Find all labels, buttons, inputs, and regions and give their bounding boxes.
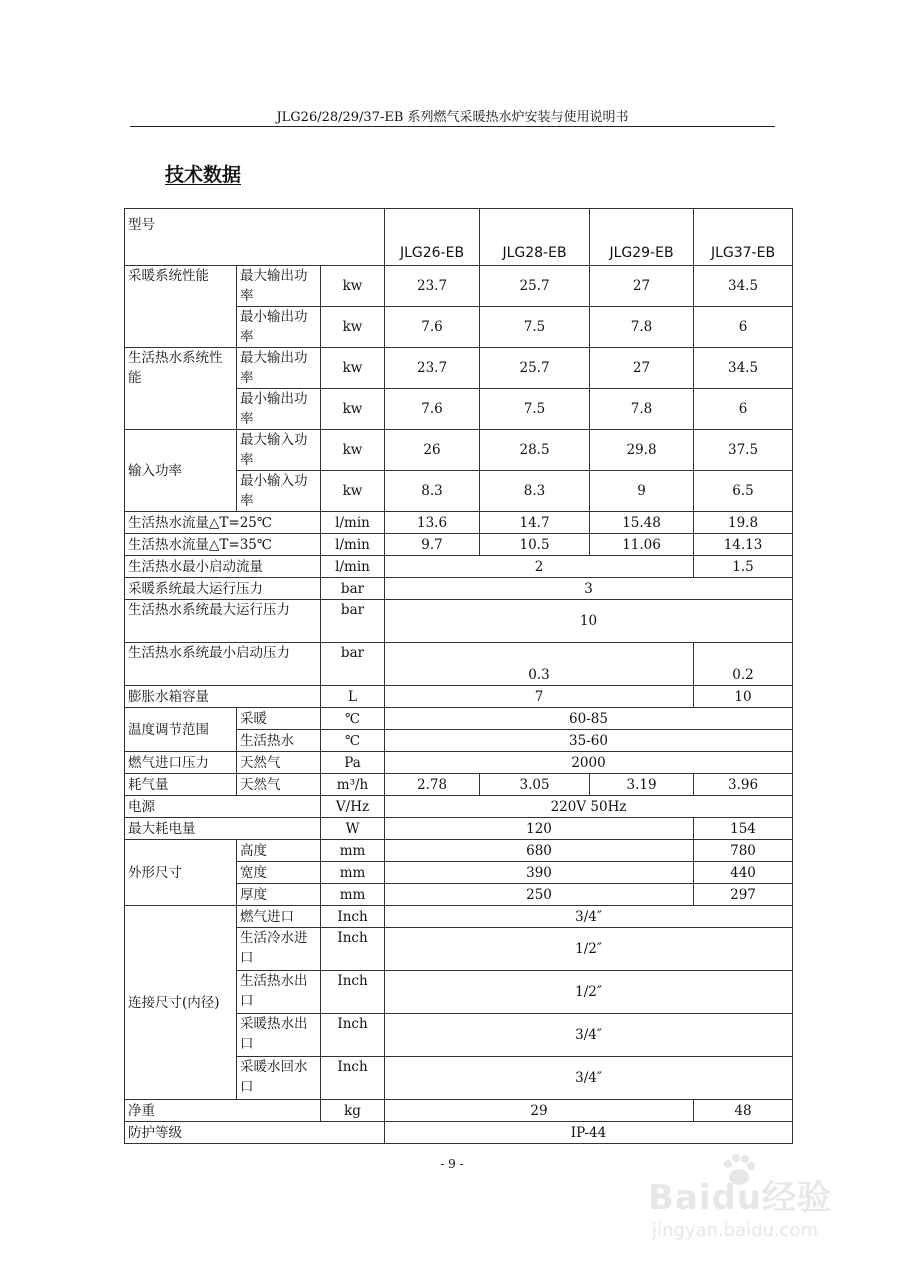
unit: kw bbox=[321, 389, 385, 430]
value-cell: 3/4″ bbox=[385, 1014, 793, 1057]
unit: mm bbox=[321, 884, 385, 906]
row-label: 燃气进口压力 bbox=[125, 752, 237, 774]
value-cell: 2.78 bbox=[385, 774, 480, 796]
dhw-performance-label: 生活热水系统性能 bbox=[125, 348, 237, 430]
value-cell: 3/4″ bbox=[385, 1057, 793, 1100]
connections-label: 连接尺寸(内径) bbox=[125, 906, 237, 1100]
value-cell: 6.5 bbox=[694, 471, 793, 512]
unit: mm bbox=[321, 840, 385, 862]
row-label: 最大输出功率 bbox=[237, 266, 321, 307]
table-row bbox=[125, 708, 793, 730]
value-cell: 14.7 bbox=[480, 512, 590, 534]
value-cell: 250 bbox=[385, 884, 694, 906]
value-cell: 8.3 bbox=[385, 471, 480, 512]
row-label: 生活热水出口 bbox=[237, 971, 321, 1014]
value-cell: 23.7 bbox=[385, 266, 480, 307]
header-rule bbox=[130, 126, 775, 127]
unit: ℃ bbox=[321, 730, 385, 752]
row-label: 采暖热水出口 bbox=[237, 1014, 321, 1057]
value-cell: IP-44 bbox=[385, 1122, 793, 1144]
value-cell: 680 bbox=[385, 840, 694, 862]
value-cell: 1/2″ bbox=[385, 928, 793, 971]
unit: ℃ bbox=[321, 708, 385, 730]
unit: kw bbox=[321, 471, 385, 512]
table-row bbox=[125, 906, 793, 928]
row-label: 高度 bbox=[237, 840, 321, 862]
unit: kg bbox=[321, 1100, 385, 1122]
row-label: 防护等级 bbox=[125, 1122, 385, 1144]
value-cell: 26 bbox=[385, 430, 480, 471]
row-label: 最小输出功率 bbox=[237, 389, 321, 430]
row-label: 最小输出功率 bbox=[237, 307, 321, 348]
value-cell: 34.5 bbox=[694, 266, 793, 307]
value-cell: 8.3 bbox=[480, 471, 590, 512]
baidu-watermark bbox=[640, 1150, 860, 1270]
value-cell: 7 bbox=[385, 686, 694, 708]
row-label: 天然气 bbox=[237, 774, 321, 796]
value-cell: 0.3 bbox=[385, 643, 694, 686]
value-cell: 3.19 bbox=[590, 774, 694, 796]
table-row bbox=[125, 818, 793, 840]
value-cell: 27 bbox=[590, 266, 694, 307]
table-row bbox=[125, 1100, 793, 1122]
value-cell: 120 bbox=[385, 818, 694, 840]
row-label: 采暖系统最大运行压力 bbox=[125, 578, 321, 600]
row-label: 生活热水最小启动流量 bbox=[125, 556, 321, 578]
table-row bbox=[125, 1122, 793, 1144]
table-row bbox=[125, 686, 793, 708]
spec-table bbox=[124, 208, 793, 1144]
value-cell: 27 bbox=[590, 348, 694, 389]
value-cell: 1.5 bbox=[694, 556, 793, 578]
unit: Inch bbox=[321, 971, 385, 1014]
unit: l/min bbox=[321, 534, 385, 556]
value-cell: 9 bbox=[590, 471, 694, 512]
value-cell: 780 bbox=[694, 840, 793, 862]
value-cell: 440 bbox=[694, 862, 793, 884]
row-label: 采暖 bbox=[237, 708, 321, 730]
row-label: 最小输入功率 bbox=[237, 471, 321, 512]
row-label: 最大输出功率 bbox=[237, 348, 321, 389]
table-row bbox=[125, 796, 793, 818]
input-power-label: 输入功率 bbox=[125, 430, 237, 512]
unit: kw bbox=[321, 307, 385, 348]
row-label: 净重 bbox=[125, 1100, 321, 1122]
value-cell: 7.5 bbox=[480, 307, 590, 348]
dimensions-label: 外形尺寸 bbox=[125, 840, 237, 906]
value-cell: 13.6 bbox=[385, 512, 480, 534]
value-cell: 1/2″ bbox=[385, 971, 793, 1014]
unit: Inch bbox=[321, 1014, 385, 1057]
unit: bar bbox=[321, 600, 385, 643]
value-cell: 7.8 bbox=[590, 389, 694, 430]
document-header: JLG26/28/29/37-EB 系列燃气采暖热水炉安装与使用说明书 bbox=[276, 110, 629, 125]
temp-range-label: 温度调节范围 bbox=[125, 708, 237, 752]
watermark-logo: Baidu经验 bbox=[648, 1178, 833, 1218]
value-cell: 29.8 bbox=[590, 430, 694, 471]
unit: l/min bbox=[321, 556, 385, 578]
unit: kw bbox=[321, 430, 385, 471]
row-label: 生活热水流量△T=25℃ bbox=[125, 512, 321, 534]
value-cell: 48 bbox=[694, 1100, 793, 1122]
value-cell: 37.5 bbox=[694, 430, 793, 471]
value-cell: 7.5 bbox=[480, 389, 590, 430]
section-title: 技术数据 bbox=[165, 164, 242, 186]
value-cell: 3.05 bbox=[480, 774, 590, 796]
unit: bar bbox=[321, 643, 385, 686]
value-cell: 9.7 bbox=[385, 534, 480, 556]
row-label: 耗气量 bbox=[125, 774, 237, 796]
table-row bbox=[125, 840, 793, 862]
unit: m³/h bbox=[321, 774, 385, 796]
value-cell: 2000 bbox=[385, 752, 793, 774]
table-row bbox=[125, 209, 793, 266]
value-cell: 10 bbox=[385, 600, 793, 643]
table-row bbox=[125, 534, 793, 556]
value-cell: 7.8 bbox=[590, 307, 694, 348]
row-label: 电源 bbox=[125, 796, 321, 818]
unit: mm bbox=[321, 862, 385, 884]
row-label: 膨胀水箱容量 bbox=[125, 686, 321, 708]
heating-performance-label: 采暖系统性能 bbox=[125, 266, 237, 348]
value-cell: 23.7 bbox=[385, 348, 480, 389]
value-cell: 60-85 bbox=[385, 708, 793, 730]
value-cell: 6 bbox=[694, 307, 793, 348]
unit: Inch bbox=[321, 906, 385, 928]
value-cell: 2 bbox=[385, 556, 694, 578]
row-label: 宽度 bbox=[237, 862, 321, 884]
table-row bbox=[125, 512, 793, 534]
value-cell: 0.2 bbox=[694, 643, 793, 686]
unit: Inch bbox=[321, 1057, 385, 1100]
value-cell: 28.5 bbox=[480, 430, 590, 471]
unit: V/Hz bbox=[321, 796, 385, 818]
model-name: JLG26-EB bbox=[385, 209, 480, 266]
value-cell: 3.96 bbox=[694, 774, 793, 796]
value-cell: 7.6 bbox=[385, 307, 480, 348]
unit: kw bbox=[321, 348, 385, 389]
value-cell: 7.6 bbox=[385, 389, 480, 430]
value-cell: 10.5 bbox=[480, 534, 590, 556]
table-row bbox=[125, 774, 793, 796]
row-label: 燃气进口 bbox=[237, 906, 321, 928]
row-label: 最大输入功率 bbox=[237, 430, 321, 471]
page-number: - 9 - bbox=[440, 1157, 464, 1171]
value-cell: 390 bbox=[385, 862, 694, 884]
model-label: 型号 bbox=[125, 209, 385, 266]
row-label: 生活冷水进口 bbox=[237, 928, 321, 971]
row-label: 天然气 bbox=[237, 752, 321, 774]
unit: W bbox=[321, 818, 385, 840]
table-row bbox=[125, 266, 793, 307]
value-cell: 15.48 bbox=[590, 512, 694, 534]
value-cell: 34.5 bbox=[694, 348, 793, 389]
unit: Pa bbox=[321, 752, 385, 774]
value-cell: 25.7 bbox=[480, 266, 590, 307]
unit: L bbox=[321, 686, 385, 708]
table-row bbox=[125, 578, 793, 600]
value-cell: 297 bbox=[694, 884, 793, 906]
row-label: 生活热水 bbox=[237, 730, 321, 752]
unit: bar bbox=[321, 578, 385, 600]
table-row bbox=[125, 643, 793, 686]
row-label: 生活热水系统最大运行压力 bbox=[125, 600, 321, 643]
row-label: 生活热水流量△T=35℃ bbox=[125, 534, 321, 556]
value-cell: 10 bbox=[694, 686, 793, 708]
watermark-url: jingyan.baidu.com bbox=[652, 1220, 819, 1241]
value-cell: 11.06 bbox=[590, 534, 694, 556]
table-row bbox=[125, 348, 793, 389]
value-cell: 14.13 bbox=[694, 534, 793, 556]
value-cell: 35-60 bbox=[385, 730, 793, 752]
model-name: JLG37-EB bbox=[694, 209, 793, 266]
table-row bbox=[125, 556, 793, 578]
value-cell: 154 bbox=[694, 818, 793, 840]
table-row bbox=[125, 752, 793, 774]
value-cell: 29 bbox=[385, 1100, 694, 1122]
model-name: JLG28-EB bbox=[480, 209, 590, 266]
unit: l/min bbox=[321, 512, 385, 534]
model-name: JLG29-EB bbox=[590, 209, 694, 266]
row-label: 生活热水系统最小启动压力 bbox=[125, 643, 321, 686]
row-label: 厚度 bbox=[237, 884, 321, 906]
value-cell: 3 bbox=[385, 578, 793, 600]
unit: Inch bbox=[321, 928, 385, 971]
value-cell: 3/4″ bbox=[385, 906, 793, 928]
value-cell: 220V 50Hz bbox=[385, 796, 793, 818]
row-label: 最大耗电量 bbox=[125, 818, 321, 840]
row-label: 采暖水回水口 bbox=[237, 1057, 321, 1100]
value-cell: 25.7 bbox=[480, 348, 590, 389]
value-cell: 19.8 bbox=[694, 512, 793, 534]
table-row bbox=[125, 430, 793, 471]
table-row bbox=[125, 600, 793, 643]
unit: kw bbox=[321, 266, 385, 307]
value-cell: 6 bbox=[694, 389, 793, 430]
